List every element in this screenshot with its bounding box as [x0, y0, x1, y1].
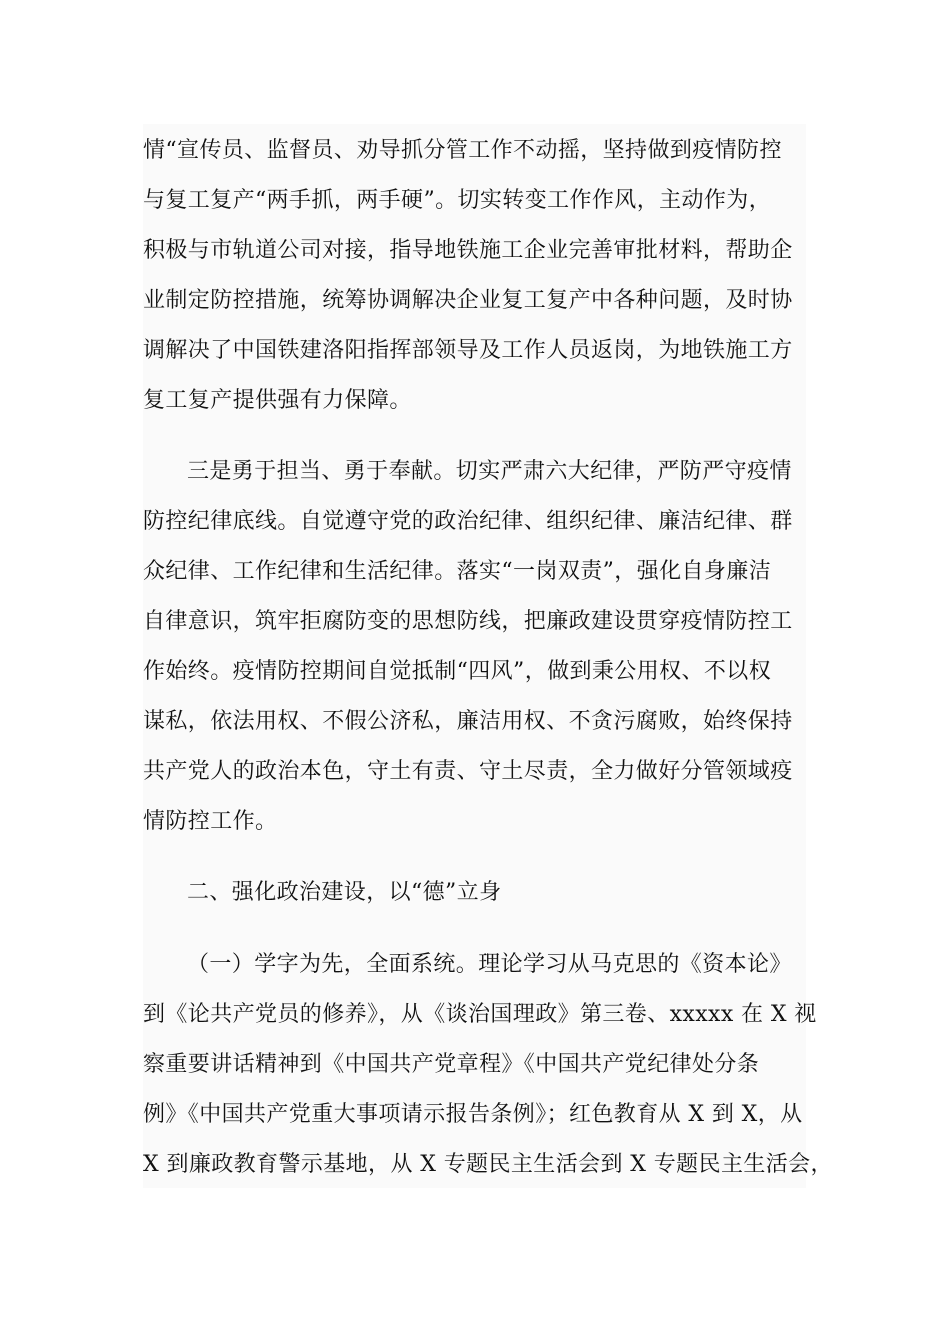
paragraph-4-line-1: （一）学字为先，全面系统。理论学习从马克思的《资本论》	[187, 952, 792, 977]
paragraph-2-line-2: 防控纪律底线。自觉遵守党的政治纪律、组织纪律、廉洁纪律、群	[143, 509, 793, 534]
paragraph-1-line-2: 与复工复产“两手抓，两手硬”。切实转变工作作风，主动作为，	[143, 188, 772, 213]
paragraph-2-line-8: 情防控工作。	[143, 809, 278, 834]
paragraph-2-line-4: 自律意识，筑牢拒腐防变的思想防线，把廉政建设贯穿疫情防控工	[143, 609, 793, 634]
paragraph-4-line-3: 察重要讲话精神到《中国共产党章程》《中国共产党纪律处分条	[143, 1052, 760, 1077]
paragraph-2-line-7: 共产党人的政治本色，守土有责、守土尽责，全力做好分管领域疫	[143, 759, 793, 784]
paragraph-2-line-6: 谋私，依法用权、不假公济私，廉洁用权、不贪污腐败，始终保持	[143, 709, 793, 734]
paragraph-4-line-5: X 到廉政教育警示基地，从 X 专题民主生活会到 X 专题民主生活会，	[143, 1152, 833, 1177]
paragraph-2-line-5: 作始终。疫情防控期间自觉抵制“四风”，做到秉公用权、不以权	[143, 659, 772, 684]
paragraph-4-line-2: 到《论共产党员的修养》，从《谈治国理政》第三卷、xxxxx 在 X 视	[143, 1002, 817, 1027]
paragraph-2-line-3: 众纪律、工作纪律和生活纪律。落实“一岗双责”，强化自身廉洁	[143, 559, 772, 584]
paragraph-1-line-6: 复工复产提供强有力保障。	[143, 388, 412, 413]
paragraph-1-line-5: 调解决了中国铁建洛阳指挥部领导及工作人员返岗，为地铁施工方	[143, 338, 793, 363]
paragraph-1-line-3: 积极与市轨道公司对接，指导地铁施工企业完善审批材料，帮助企	[143, 238, 793, 263]
section-heading: 二、强化政治建设，以“德”立身	[187, 880, 502, 905]
paragraph-1-line-1: 情“宣传员、监督员、劝导抓分管工作不动摇，坚持做到疫情防控	[143, 138, 782, 163]
paragraph-1-line-4: 业制定防控措施，统筹协调解决企业复工复产中各种问题，及时协	[143, 288, 793, 313]
paragraph-2-line-1: 三是勇于担当、勇于奉献。切实严肃六大纪律，严防严守疫情	[187, 459, 792, 484]
document-body	[143, 124, 833, 1188]
paragraph-4-line-4: 例》《中国共产党重大事项请示报告条例》；红色教育从 X 到 X，从	[143, 1102, 803, 1127]
